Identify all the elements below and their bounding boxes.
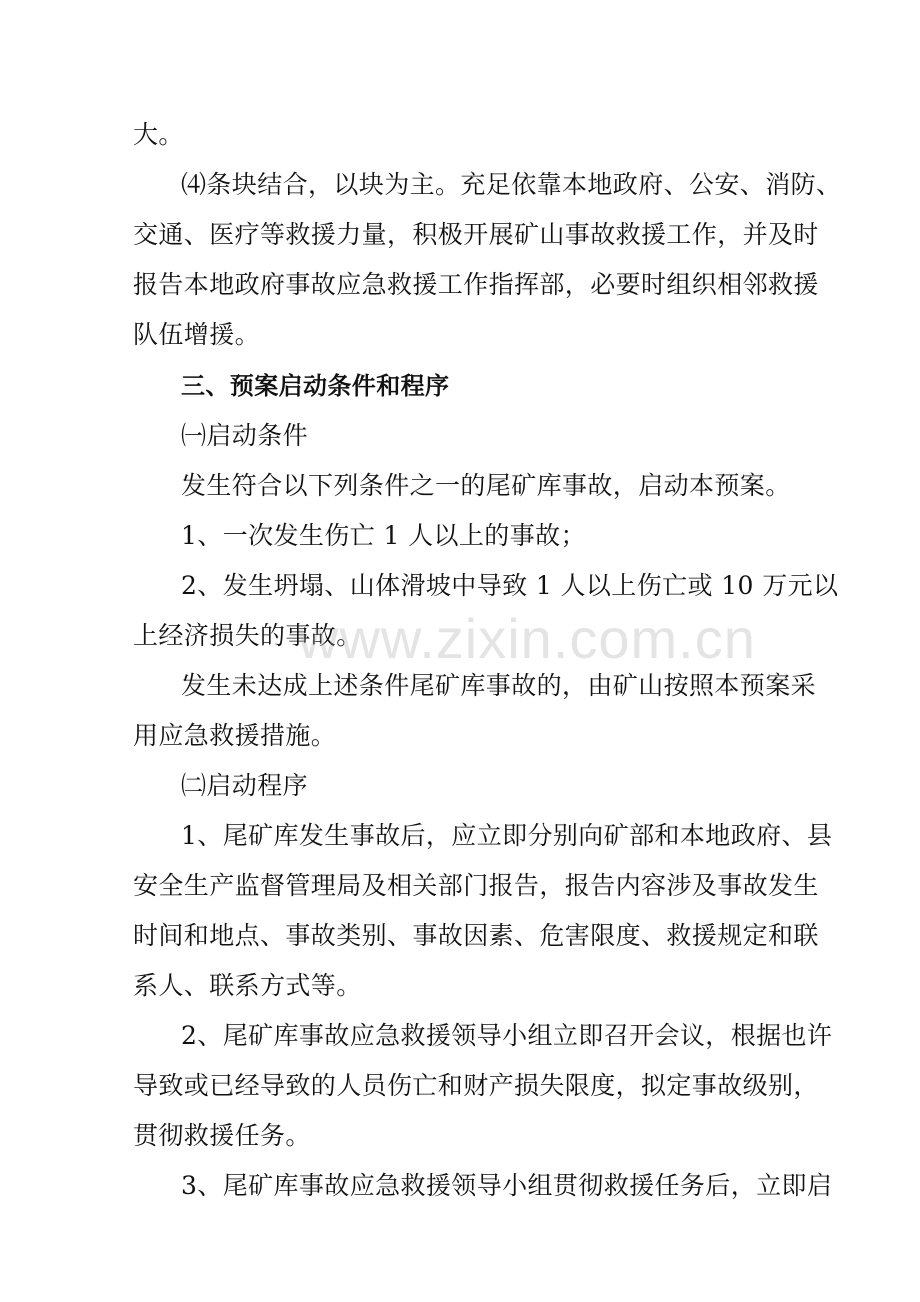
text-line-11: 上经济损失的事故。 [133, 621, 362, 650]
subsection-heading-1: ㈠启动条件 [181, 421, 309, 450]
text-line-17: 时间和地点、事故类别、事故因素、危害限度、救援规定和联 [133, 921, 819, 950]
text-line-18: 系人、联系方式等。 [133, 971, 362, 1000]
text-line-4: 报告本地政府事故应急救援工作指挥部，必要时组织相邻救援 [133, 270, 819, 299]
text-line-10: 2、发生坍塌、山体滑坡中导致 1 人以上伤亡或 10 万元以 [181, 571, 839, 600]
subsection-heading-2: ㈡启动程序 [181, 771, 309, 800]
text-line-13: 用应急救援措施。 [133, 721, 337, 750]
text-line-12: 发生未达成上述条件尾矿库事故的，由矿山按照本预案采 [181, 671, 817, 700]
text-line-1: 大。 [133, 120, 184, 149]
watermark: www.zixin.com.cn [298, 607, 756, 670]
text-line-15: 1、尾矿库发生事故后，应立即分别向矿部和本地政府、县 [181, 821, 833, 850]
text-line-16: 安全生产监督管理局及相关部门报告，报告内容涉及事故发生 [133, 871, 819, 900]
text-line-2: ⑷条块结合，以块为主。充足依靠本地政府、公安、消防、 [181, 170, 842, 199]
text-line-20: 导致或已经导致的人员伤亡和财产损失限度，拟定事故级别， [133, 1071, 819, 1100]
text-line-5: 队伍增援。 [133, 320, 261, 349]
section-heading: 三、预案启动条件和程序 [181, 372, 450, 400]
text-line-9: 1、一次发生伤亡 1 人以上的事故； [181, 521, 586, 550]
text-line-3: 交通、医疗等救援力量，积极开展矿山事故救援工作，并及时 [133, 220, 819, 249]
text-line-19: 2、尾矿库事故应急救援领导小组立即召开会议，根据也许 [181, 1021, 833, 1050]
text-line-22: 3、尾矿库事故应急救援领导小组贯彻救援任务后，立即启 [181, 1171, 833, 1200]
text-line-8: 发生符合以下列条件之一的尾矿库事故，启动本预案。 [181, 471, 791, 500]
text-line-21: 贯彻救援任务。 [133, 1121, 311, 1150]
